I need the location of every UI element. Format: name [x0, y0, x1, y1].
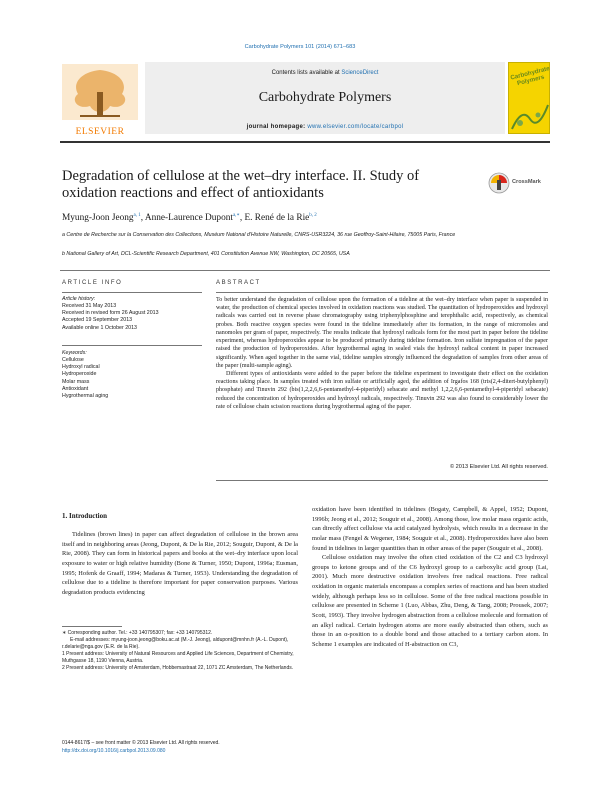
abstract-end-rule: [216, 480, 548, 481]
history-item: Received in revised form 26 August 2013: [62, 310, 159, 317]
author-name: E. René de la Rie: [244, 213, 310, 224]
abstract-paragraph: To better understand the degradation of cellulose upon the formation of a tideline at the wet–dry interface when paper is suspended in water, the production of chemical species involved in oxidation reactions was studied. The quantitation of hydroperoxides and hydroxyl radicals was carried out in reverse phase chromatography using triphenylphosphine and terephthalic acid, respectively, as chemical probes. Both reactive oxygen species were found in the tideline immediately after its formation, in the range of micromoles and nanomoles per gram of paper, respectively. The results indicate that hydroxyl radicals form for the most part in paper before the tideline experiment, whereas hydroperoxides appear to be produced primarily during tideline formation. Iron sulfate impregnation of the paper raised the production of hydroperoxides. After hygrothermal aging in sealed vials the hydroxyl radical content in paper increased significantly. When aged together in the same vial, tideline samples strongly influenced the degradation of samples from other areas of the paper (multi-sample aging).: [216, 297, 548, 369]
footnotes: [62, 630, 298, 673]
cover-title: Carbohydrate Polymers: [509, 65, 551, 87]
homepage-label: journal homepage:: [246, 124, 306, 130]
body-paragraph: oxidation have been identified in tidelines (Bogaty, Campbell, & Appel, 1952; Dupont, 1996b; Jeong et al., 2012; Souguir et al., 2008). Among those, low molar mass organic acids, can directly affect cellulose via acid catalyzed hydrolysis, which results in a decrease in the molar mass (Fengel & Wegener, 1984; Souguir et al., 2008). Hydroperoxides have also been found in tidelines in larger quantities than in other areas of the paper (Souguir et al., 2008).: [312, 506, 548, 552]
footnote-item: 1 Present address: University of Natural Resources and Applied Life Sciences, Department of Chemistry, Muthgasse 18, 1190 Vienna, Austria.: [62, 651, 294, 665]
crossmark-badge[interactable]: [488, 168, 548, 198]
crossmark-icon: [488, 172, 510, 194]
author-affil-marker[interactable]: b, 2: [309, 213, 317, 218]
abstract-rule: [216, 292, 548, 293]
doi-link[interactable]: http://dx.doi.org/10.1016/j.carbpol.2013.09.080: [62, 748, 166, 754]
introduction-right-column: [312, 505, 548, 650]
history-item: Received 31 May 2013: [62, 303, 117, 310]
journal-citation[interactable]: Carbohydrate Polymers 101 (2014) 671–683: [244, 44, 356, 50]
crossmark-label: CrossMark: [512, 179, 541, 185]
header-rule: [60, 141, 550, 143]
abstract-copyright: © 2013 Elsevier Ltd. All rights reserved.: [449, 464, 548, 470]
cover-art-icon: [510, 101, 550, 131]
journal-homepage: [145, 124, 505, 130]
keywords-label: Keywords:: [62, 350, 87, 356]
author-name: Anne-Laurence Dupont: [144, 213, 233, 224]
affiliation: a Centre de Recherche sur la Conservation des Collections, Muséum National d'Histoire Naturelle, CNRS-USR3224, 36 rue Geoffroy-Saint-Hilaire, 75005 Paris, France: [62, 232, 456, 238]
issn-line: 0144-8617/$ – see front matter © 2013 Elsevier Ltd. All rights reserved.: [62, 740, 220, 746]
footnote-item: 2 Present address: University of Amsterdam, Hobbemastraat 22, 1071 ZC Amsterdam, The Netherlands.: [62, 665, 294, 672]
contents-line: [145, 70, 505, 76]
keyword: Antioxidant: [62, 385, 89, 392]
author-affil-marker[interactable]: a,∗: [232, 213, 240, 218]
keywords-block: [62, 350, 207, 400]
keyword: Cellulose: [62, 357, 84, 364]
author-list: Myung-Joon Jeong$^{a, 1}$, Anne-Laurence Dupont$^{a,∗}$, E. René de la Rie$^{b, 2}$: [62, 213, 317, 224]
footnote-item: E-mail addresses: myung-joon.jeong@boku.ac.at (M.-J. Jeong), aldupont@mnhn.fr (A.-L. Dupont), r.delarie@nga.gov (E.R. de la Rie).: [62, 637, 289, 651]
elsevier-tree-icon: [60, 62, 140, 122]
introduction-left-column: [62, 530, 298, 597]
elsevier-logo: [60, 62, 140, 137]
journal-name: Carbohydrate Polymers: [258, 90, 392, 105]
sciencedirect-link[interactable]: ScienceDirect: [341, 70, 379, 76]
body-paragraph: Tidelines (brown lines) in paper can affect degradation of cellulose in the brown area itself and in neighboring areas (Jeong, Dupont, & De la Rie, 2012; Souguir, Dupont, & De la Rie, 2008). They can form in historical papers and books at the wet–dry interface upon local exposure to water or high relative humidity (Bone & Turner, 1950; Dupont, 1996a; Eusman, 1995; Hofenk de Graaff, 1994; Madaras & Turner, 1953). Understanding the degradation of cellulose due to a tideline is therefore important for paper conservation purposes. Various degradation products evidencing: [62, 531, 298, 596]
abstract-paragraph: Different types of antioxidants were added to the paper before the tideline experiment to investigate their effect on the oxidation reactions taking place. In samples treated with iron sulfate or artificially aged, the addition of Irgafos 168 (tris(2,4-ditert-butylphenyl) phosphate) and Tinuvin 292 (bis(1,2,2,6,6-pentamethyl-4-piperidyl) sebacate and methyl 1,2,2,6,6-pentamethyl-4-piperidyl sebacate) reduced the concentration of hydroperoxides and hydroxyl radicals, respectively. Tinuvin 292 was also found to considerably lower the rate of cellulose chain scission reactions during hygrothermal aging of the paper.: [216, 370, 548, 410]
article-history: [62, 296, 207, 332]
author-affil-marker[interactable]: a, 1: [133, 213, 141, 218]
history-item: Available online 1 October 2013: [62, 324, 137, 331]
footnote-item: ∗ Corresponding author. Tel.: +33 140795307; fax: +33 140795312.: [62, 630, 213, 636]
keyword: Hydroperoxide: [62, 371, 97, 378]
history-item: Accepted 19 September 2013: [62, 317, 133, 324]
footnote-rule: [62, 626, 122, 627]
journal-cover-thumbnail: [508, 62, 550, 134]
affiliation: b National Gallery of Art, DCL-Scientific Research Department, 401 Constitution Avenue NW, Washington, DC 20565, USA: [62, 251, 350, 257]
body-paragraph: Cellulose oxidation may involve the often cited oxidation of the C2 and C3 hydroxyl groups to ketone groups and of the C6 hydroxyl group to a carboxylic acid group (Lai, 2001). Much more destructive oxidation involves free radical reactions. Free radical oxidation in organic materials encompass a complex series of reactions and has been studied widely, although perhaps less so in cellulose. Some of the free radical reactions possible in cellulose are presented in Scheme 1 (Luo, Abbas, Zhu, Deng, & Tang, 2008; Prousek, 2007; Scott, 1993). They involve hydrogen abstraction from a cellulose molecule and formation of an alkyl radical. Certain hydrogen atoms are more easily abstracted than others, such as those in an α-position to a double bond and those attached to a tertiary carbon atom. In Scheme 1 examples are indicated of H-abstraction on C3,: [312, 554, 548, 648]
keywords-rule: [62, 345, 202, 346]
author-name: Myung-Joon Jeong: [62, 213, 134, 224]
keyword: Molar mass: [62, 378, 90, 385]
article-title: Degradation of cellulose at the wet–dry interface. II. Study of oxidation reactions and effect of antioxidants: [62, 168, 420, 201]
homepage-link[interactable]: www.elsevier.com/locate/carbpol: [307, 124, 404, 130]
article-info-rule: [62, 292, 202, 293]
abstract-body: [216, 296, 548, 411]
publisher-name: ELSEVIER: [75, 127, 125, 137]
introduction-heading: 1. Introduction: [62, 512, 107, 520]
article-info-heading: ARTICLE INFO: [62, 280, 123, 286]
history-label: Article history:: [62, 296, 96, 302]
keyword: Hydroxyl radical: [62, 364, 100, 371]
section-divider: [60, 270, 550, 271]
contents-prefix: Contents lists available at: [271, 70, 340, 76]
keyword: Hygrothermal aging: [62, 392, 109, 399]
abstract-heading: ABSTRACT: [216, 280, 261, 286]
